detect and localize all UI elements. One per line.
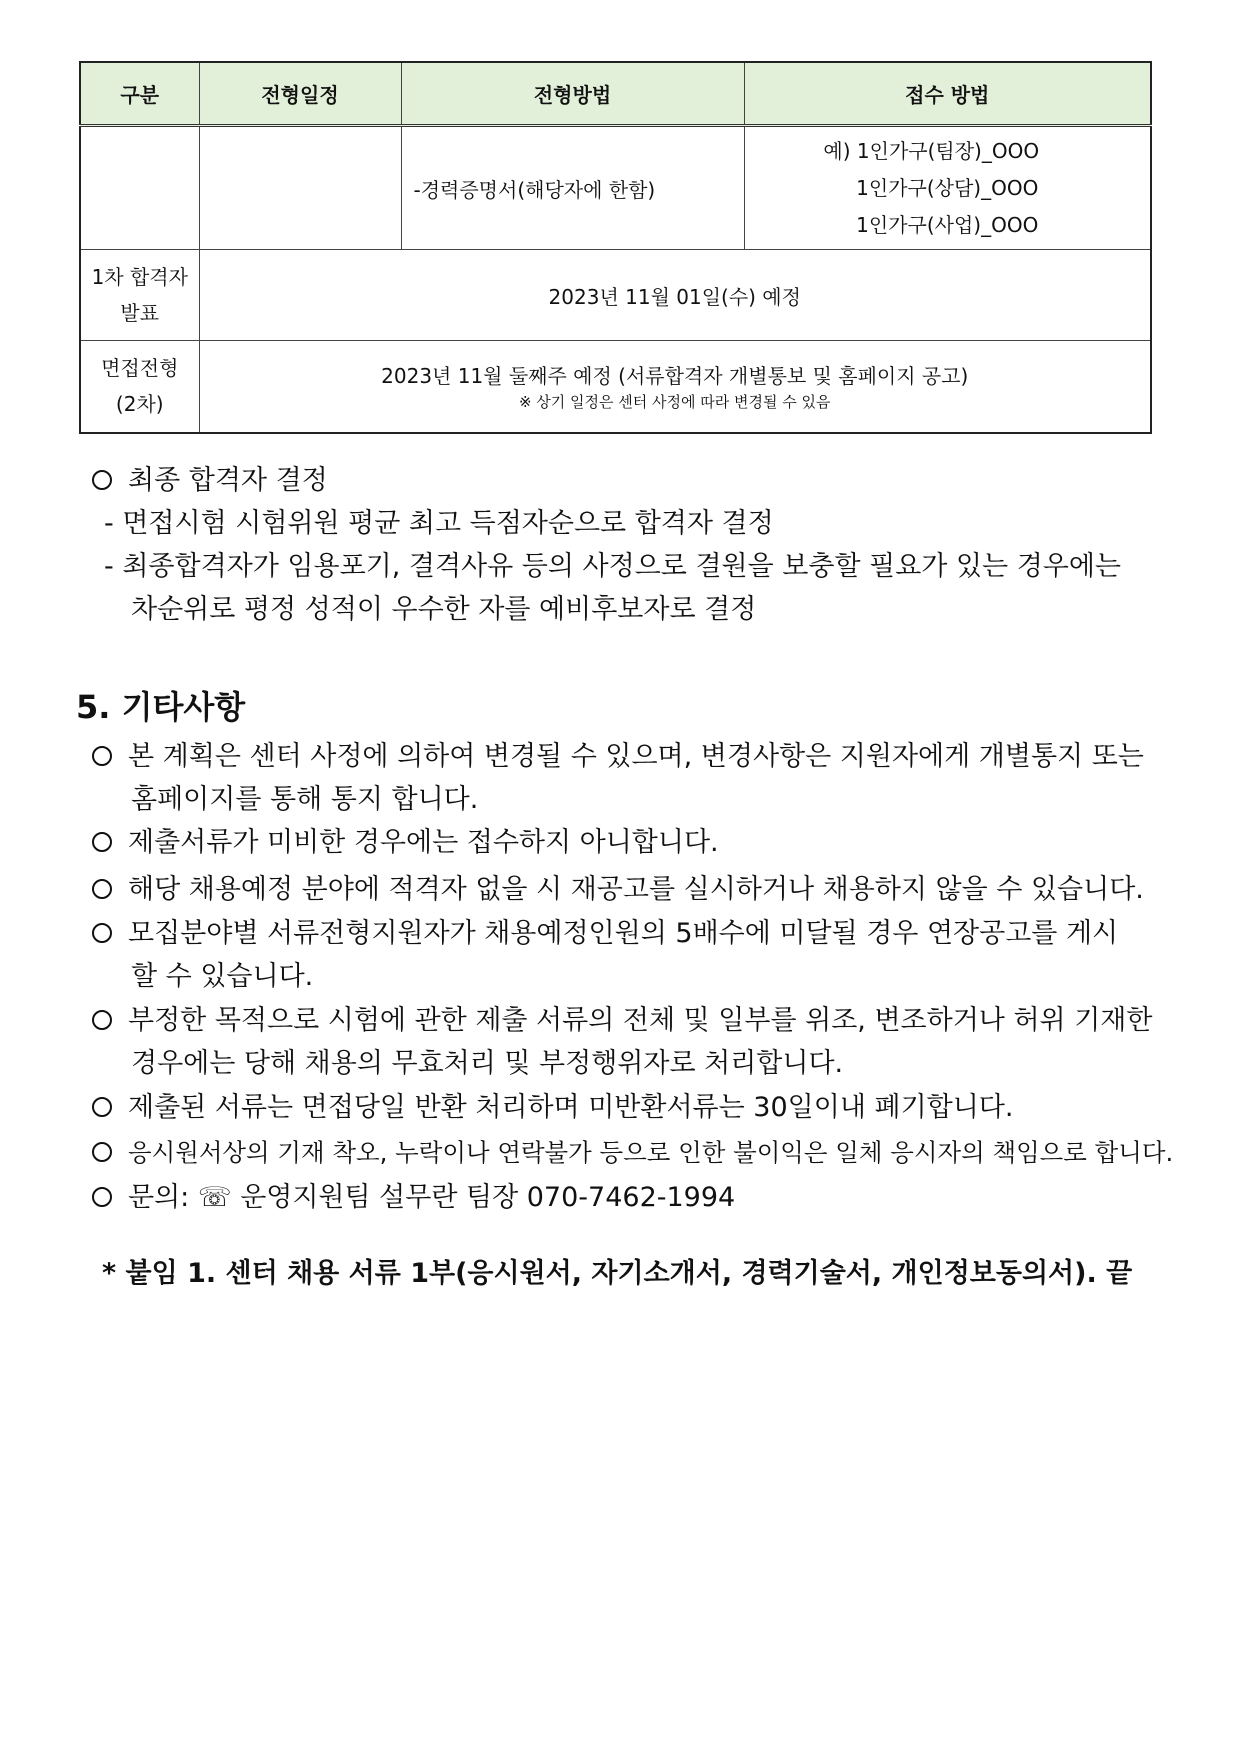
circle-bullet-icon — [92, 923, 112, 943]
notice-text: 제출된 서류는 면접당일 반환 처리하며 미반환서류는 30일이내 폐기합니다. — [128, 1092, 1014, 1123]
receipt-example-line: 1인가구(상담)_OOO — [856, 175, 1039, 200]
notice-text: 제출서류가 미비한 경우에는 접수하지 아니합니다. — [128, 827, 719, 858]
notice-continuation: 홈페이지를 통해 통지 합니다. — [131, 784, 479, 815]
header-method: 전형방법 — [401, 62, 744, 126]
schedule-table — [79, 61, 1152, 434]
notice-text: 해당 채용예정 분야에 적격자 없을 시 재공고를 실시하거나 채용하지 않을 수 있습니다. — [128, 874, 1144, 905]
table-row — [80, 341, 1151, 433]
header-receipt: 접수 방법 — [744, 62, 1151, 126]
notice-continuation: 경우에는 당해 채용의 무효처리 및 부정행위자로 처리합니다. — [131, 1048, 844, 1079]
receipt-example-line: 예) 1인가구(팀장)_OOO — [823, 138, 1040, 163]
label-line: 발표 — [120, 301, 160, 325]
notice-text: 모집분야별 서류전형지원자가 채용예정인원의 5배수에 미달될 경우 연장공고를 게시 — [128, 918, 1119, 949]
cell-method-career-cert: -경력증명서(해당자에 한함) — [401, 126, 744, 250]
label-line: 1차 합격자 — [91, 265, 188, 289]
final-decision-title — [92, 467, 328, 494]
circle-bullet-icon — [92, 470, 112, 490]
section-title: 5. 기타사항 — [76, 688, 246, 726]
final-item: - 면접시험 시험위원 평균 최고 득점자순으로 합격자 결정 — [104, 508, 774, 539]
notice-item — [92, 743, 1144, 770]
cell-receipt-examples — [744, 126, 1151, 250]
circle-bullet-icon — [92, 1142, 112, 1162]
cell-category-empty — [80, 126, 199, 250]
circle-bullet-icon — [92, 879, 112, 899]
circle-bullet-icon — [92, 1010, 112, 1030]
table-header-row — [80, 62, 1151, 126]
table-row — [80, 250, 1151, 341]
circle-bullet-icon — [92, 1097, 112, 1117]
final-decision-title-text: 최종 합격자 결정 — [128, 465, 328, 496]
notice-text: 응시원서상의 기재 착오, 누락이나 연락불가 등으로 인한 불이익은 일체 응시자의 책임으로 합니다. — [128, 1138, 1174, 1167]
notice-text: 본 계획은 센터 사정에 의하여 변경될 수 있으며, 변경사항은 지원자에게 개별통지 또는 — [128, 741, 1144, 772]
notice-continuation: 할 수 있습니다. — [131, 961, 314, 992]
cell-first-result-date: 2023년 11월 01일(수) 예정 — [199, 250, 1151, 341]
circle-bullet-icon — [92, 832, 112, 852]
attachment-note: * 붙임 1. 센터 채용 서류 1부(응시원서, 자기소개서, 경력기술서, 개인정보동의서). 끝 — [102, 1258, 1133, 1289]
circle-bullet-icon — [92, 1187, 112, 1207]
cell-schedule-empty — [199, 126, 401, 250]
final-item-continuation: 차순위로 평정 성적이 우수한 자를 예비후보자로 결정 — [131, 594, 757, 625]
notice-item-contact — [92, 1184, 735, 1211]
receipt-example-line: 1인가구(사업)_OOO — [856, 212, 1039, 237]
cell-interview-content — [199, 341, 1151, 433]
label-line: (2차) — [115, 392, 164, 417]
schedule-note: ※ 상기 일정은 센터 사정에 따라 변경될 수 있음 — [518, 393, 831, 412]
interview-schedule-text: 2023년 11월 둘째주 예정 (서류합격자 개별통보 및 홈페이지 공고) — [381, 364, 969, 389]
cell-interview-label — [80, 341, 199, 433]
notice-text: 부정한 목적으로 시험에 관한 제출 서류의 전체 및 일부를 위조, 변조하거나 허위 기재한 — [128, 1005, 1153, 1036]
notice-item — [92, 1094, 1013, 1121]
notice-item — [92, 876, 1144, 903]
circle-bullet-icon — [92, 746, 112, 766]
table-row — [80, 126, 1151, 250]
notice-item — [92, 920, 1118, 947]
header-schedule: 전형일정 — [199, 62, 401, 126]
notice-item — [92, 1007, 1152, 1034]
notice-item — [92, 1138, 1174, 1167]
final-item: - 최종합격자가 임용포기, 결격사유 등의 사정으로 결원을 보충할 필요가 있는 경우에는 — [104, 551, 1122, 582]
label-line: 면접전형 — [101, 356, 179, 381]
contact-text: 문의: ☏ 운영지원팀 설무란 팀장 070-7462-1994 — [128, 1182, 736, 1213]
header-category: 구분 — [80, 62, 199, 126]
notice-item — [92, 829, 719, 856]
cell-first-result-label — [80, 250, 199, 341]
